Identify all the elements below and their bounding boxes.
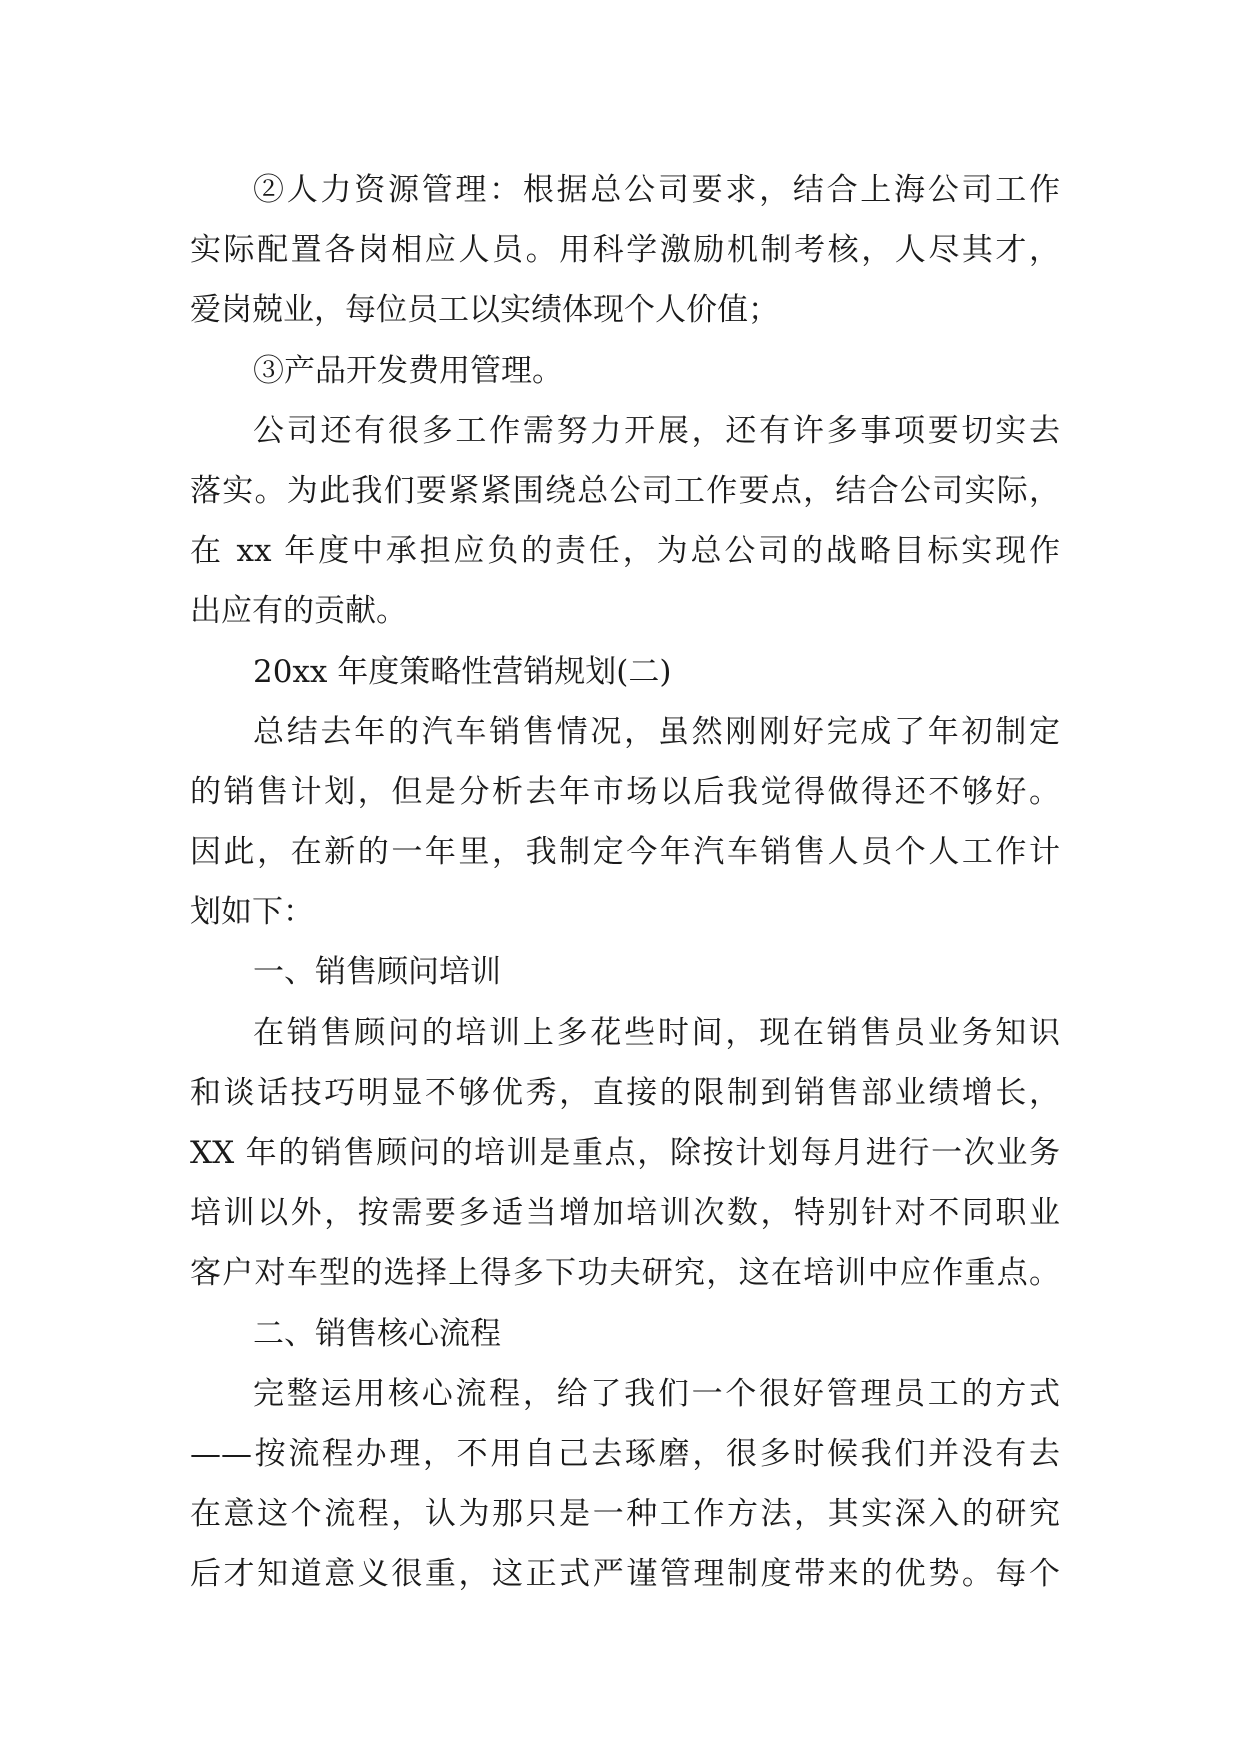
text-line: 和谈话技巧明显不够优秀，直接的限制到销售部业绩增长， [190,1074,1060,1111]
text-line: 培训以外，按需要多适当增加培训次数，特别针对不同职业 [190,1195,1060,1232]
text-line: 因此，在新的一年里，我制定今年汽车销售人员个人工作计 [190,834,1060,871]
text-line: 总结去年的汽车销售情况，虽然刚刚好完成了年初制定 [253,713,1060,750]
text-line: 出应有的贡献。 [190,593,407,630]
text-line: 实际配置各岗相应人员。用科学激励机制考核，人尽其才， [190,232,1060,269]
text-line: 划如下： [190,894,314,931]
text-line: XX 年的销售顾问的培训是重点，除按计划每月进行一次业务 [190,1135,1060,1171]
text-line: ③产品开发费用管理。 [253,352,563,389]
paragraph-hr-management [190,160,1060,341]
text-line: ——按流程办理，不用自己去琢磨，很多时候我们并没有去 [190,1435,1060,1472]
text-line: ②人力资源管理：根据总公司要求，结合上海公司工作 [253,172,1060,208]
section-title [190,642,1060,702]
text-line: 的销售计划，但是分析去年市场以后我觉得做得还不够好。 [190,773,1060,810]
section-title-text: 20xx 年度策略性营销规划(二) [253,653,672,690]
paragraph-training-body [190,1003,1060,1304]
paragraph-summary-last-year [190,702,1060,943]
text-line: 公司还有很多工作需努力开展，还有许多事项要切实去 [253,412,1060,449]
text-line: 后才知道意义很重，这正式严谨管理制度带来的优势。每个 [190,1556,1060,1593]
heading-training [190,942,1060,1002]
paragraph-company-work [190,401,1060,642]
text-line: 在 xx 年度中承担应负的责任，为总公司的战略目标实现作 [190,533,1060,570]
text-line: 在销售顾问的培训上多花些时间，现在销售员业务知识 [253,1014,1060,1051]
paragraph-process-body [190,1364,1060,1605]
text-line: 落实。为此我们要紧紧围绕总公司工作要点，结合公司实际， [190,472,1060,509]
text-line: 完整运用核心流程，给了我们一个很好管理员工的方式 [253,1375,1060,1412]
paragraph-product-dev-cost [190,341,1060,401]
document-body [190,160,1060,1605]
text-line: 爱岗兢业，每位员工以实绩体现个人价值； [190,292,779,329]
text-line: 客户对车型的选择上得多下功夫研究，这在培训中应作重点。 [190,1255,1060,1292]
heading-text: 二、销售核心流程 [253,1315,501,1352]
heading-text: 一、销售顾问培训 [253,954,501,991]
text-line: 在意这个流程，认为那只是一种工作方法，其实深入的研究 [190,1496,1060,1533]
heading-process [190,1304,1060,1364]
